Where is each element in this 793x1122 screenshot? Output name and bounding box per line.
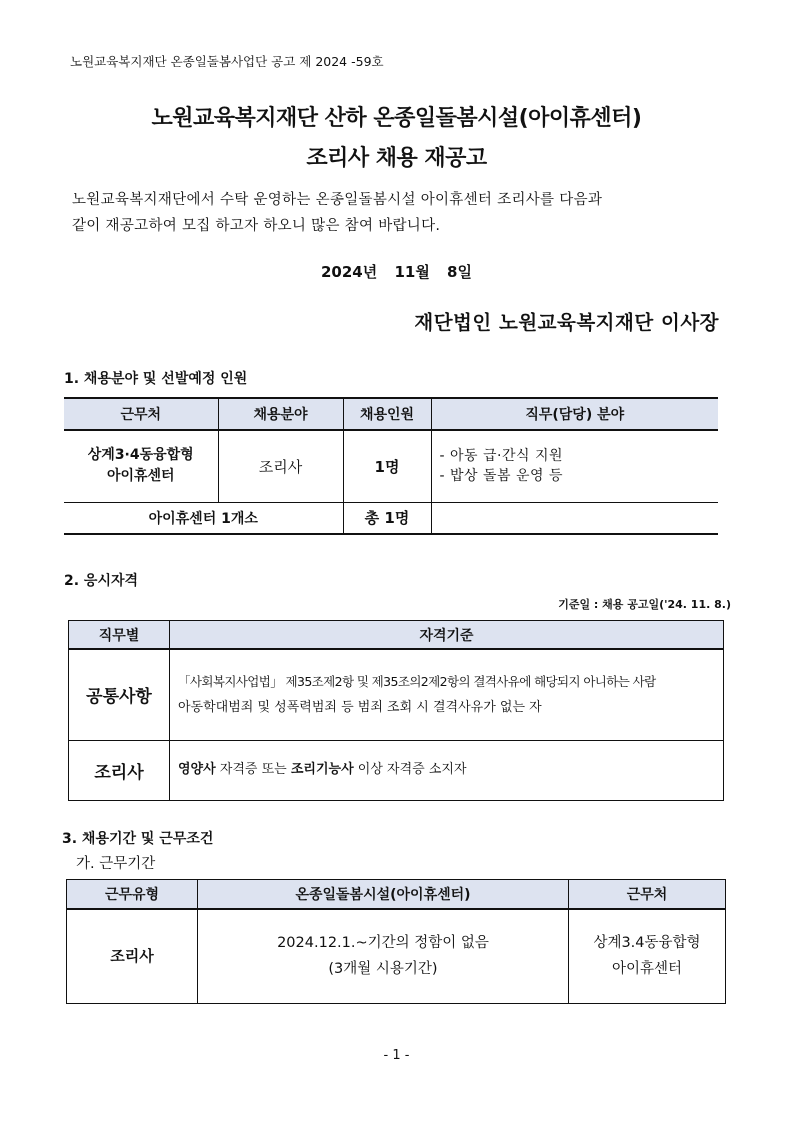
total-label: 아이휴센터 1개소 <box>64 502 343 534</box>
total-row <box>64 502 718 534</box>
workplace-line2: 아이휴센터 <box>106 468 175 485</box>
cert-nutritionist: 영양사 <box>178 762 216 777</box>
cook-label: 조리사 <box>69 740 170 800</box>
basis-date: 기준일 : 채용 공고일('24. 11. 8.) <box>558 598 731 611</box>
workplace-line1: 상계3·4동융합형 <box>87 447 194 464</box>
header-work-type: 근무유형 <box>67 880 198 910</box>
field-cell: 조리사 <box>218 430 343 502</box>
intro-line2: 같이 재공고하여 모집 하고자 하오니 많은 참여 바랍니다. <box>72 218 441 234</box>
qualification-table <box>68 620 724 801</box>
recruitment-table <box>64 397 718 535</box>
header-count: 채용인원 <box>343 398 431 430</box>
work-type-cell: 조리사 <box>67 909 198 1003</box>
intro-line1: 노원교육복지재단에서 수탁 운영하는 온종일돌봄시설 아이휴센터 조리사를 다음과 <box>72 192 603 208</box>
header-duty: 직무(담당) 분야 <box>431 398 718 430</box>
workplace-cell <box>569 909 726 1003</box>
common-label: 공통사항 <box>69 649 170 740</box>
header-facility: 온종일돌봄시설(아이휴센터) <box>198 880 569 910</box>
table-row <box>67 909 726 1003</box>
period-line2: (3개월 시용기간) <box>328 961 438 978</box>
common-criteria <box>170 649 724 740</box>
cook-criteria <box>170 740 724 800</box>
title-line1: 노원교육복지재단 산하 온종일돌봄시설(아이휴센터) <box>151 106 642 131</box>
header-field: 채용분야 <box>218 398 343 430</box>
duty-line1: - 아동 급·간식 지원 <box>439 448 564 465</box>
cook-criteria-text1: 자격증 또는 <box>215 762 291 777</box>
duty-line2: - 밥상 돌봄 운영 등 <box>439 468 564 485</box>
workplace-cell <box>64 430 218 502</box>
table-row <box>69 649 724 740</box>
notice-number: 노원교육복지재단 온종일돌봄사업단 공고 제 2024 -59호 <box>70 54 384 69</box>
period-cell <box>198 909 569 1003</box>
section1-heading: 1. 채용분야 및 선발예정 인원 <box>64 371 248 387</box>
section3-heading: 3. 채용기간 및 근무조건 <box>62 831 214 847</box>
section2-heading: 2. 응시자격 <box>64 573 139 589</box>
page-number: - 1 - <box>383 1048 410 1063</box>
header-criteria: 자격기준 <box>170 621 724 650</box>
header-workplace: 근무처 <box>64 398 218 430</box>
table-row <box>64 430 718 502</box>
common-criteria-line2: 아동학대범죄 및 성폭력범죄 등 범죄 조회 시 결격사유가 없는 자 <box>178 699 542 715</box>
workplace-line2: 아이휴센터 <box>611 961 683 978</box>
count-cell: 1명 <box>343 430 431 502</box>
workplace-line1: 상계3.4동융합형 <box>593 935 701 952</box>
total-count: 총 1명 <box>343 502 431 534</box>
empty-cell <box>431 502 718 534</box>
work-period-table <box>66 879 726 1004</box>
common-criteria-line1: 「사회복지사업법」 제35조제2항 및 제35조의2제2항의 결격사유에 해당되지 아니하는 사람 <box>178 673 656 689</box>
title-line2: 조리사 채용 재공고 <box>306 146 487 171</box>
header-job: 직무별 <box>69 621 170 650</box>
period-line1: 2024.12.1.~기간의 정함이 없음 <box>277 935 489 952</box>
table-row <box>69 740 724 800</box>
notice-date: 2024년 11월 8일 <box>321 263 472 281</box>
header-workplace: 근무처 <box>569 880 726 910</box>
section3-subheading: 가. 근무기간 <box>76 856 156 872</box>
duty-cell <box>431 430 718 502</box>
cert-cook: 조리기능사 <box>290 762 354 777</box>
organization-name: 재단법인 노원교육복지재단 이사장 <box>414 311 719 334</box>
cook-criteria-text2: 이상 자격증 소지자 <box>353 762 467 777</box>
